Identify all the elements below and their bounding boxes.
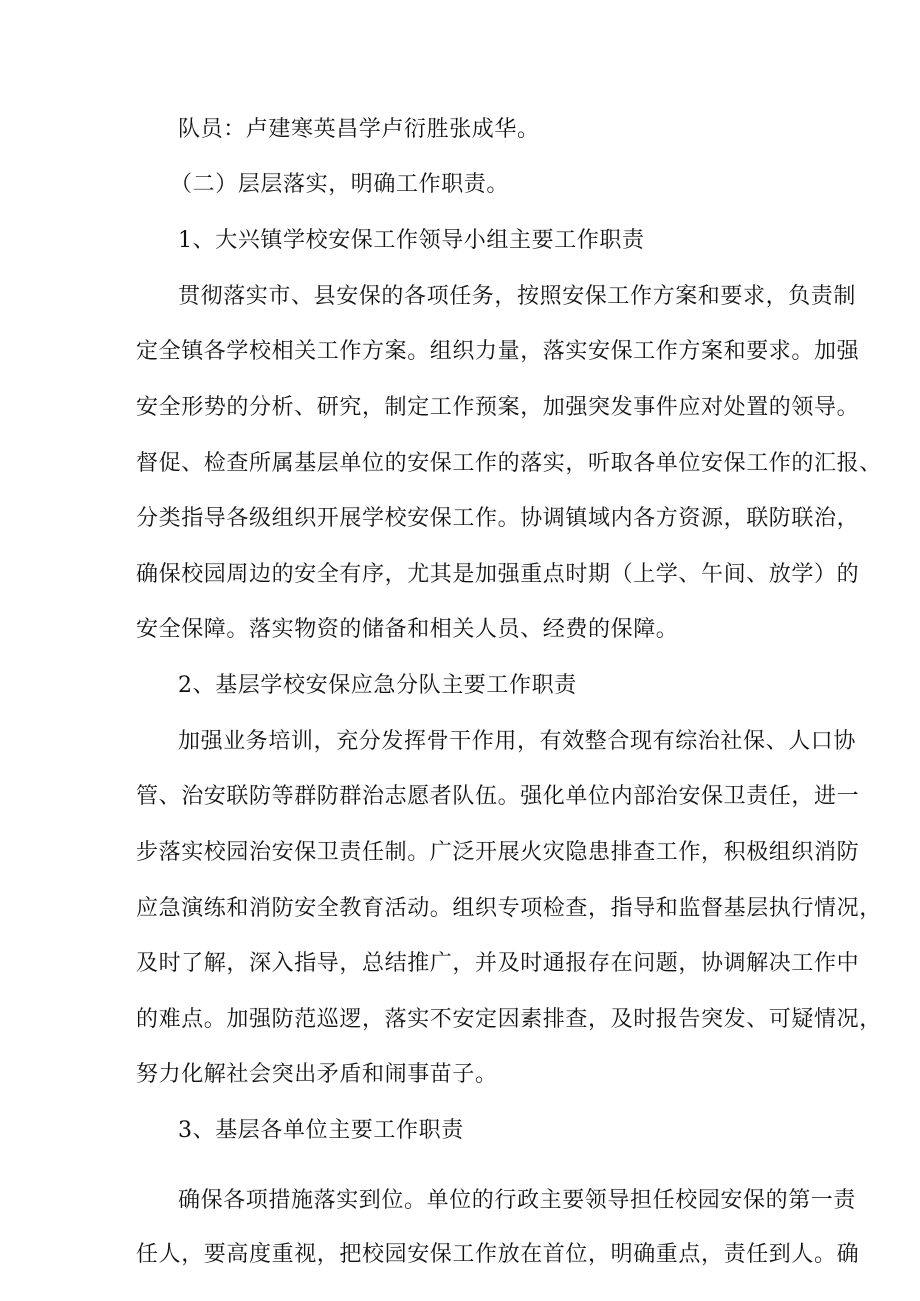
paragraph-2-line-6: 的难点。加强防范巡逻，落实不安定因素排查，及时报告突发、可疑情况，	[136, 1007, 882, 1032]
paragraph-1-line-2: 定全镇各学校相关工作方案。组织力量，落实安保工作方案和要求。加强	[136, 339, 860, 364]
paragraph-1-line-6: 确保校园周边的安全有序，尤其是加强重点时期（上学、午间、放学）的	[136, 562, 860, 587]
paragraph-2-line-3: 步落实校园治安保卫责任制。广泛开展火灾隐患排查工作，积极组织消防	[136, 840, 860, 865]
paragraph-2-line-2: 管、治安联防等群防群治志愿者队伍。强化单位内部治安保卫责任，进一	[136, 784, 860, 809]
subheading-1: 1、大兴镇学校安保工作领导小组主要工作职责	[178, 228, 645, 253]
paragraph-1-line-5: 分类指导各级组织开展学校安保工作。协调镇域内各方资源，联防联治，	[136, 506, 860, 531]
subheading-2: 2、基层学校安保应急分队主要工作职责	[178, 673, 577, 698]
paragraph-3-line-1: 确保各项措施落实到位。单位的行政主要领导担任校园安保的第一责	[178, 1188, 857, 1213]
paragraph-2-line-5: 及时了解，深入指导，总结推广，并及时通报存在问题，协调解决工作中	[136, 951, 860, 976]
paragraph-1-line-3: 安全形势的分析、研究，制定工作预案，加强突发事件应对处置的领导。	[136, 395, 860, 420]
subheading-3: 3、基层各单位主要工作职责	[178, 1118, 464, 1143]
team-members-line: 队员：卢建寒英昌学卢衍胜张成华。	[178, 117, 540, 142]
paragraph-3-line-2: 任人，要高度重视，把校园安保工作放在首位，明确重点，责任到人。确	[136, 1242, 860, 1267]
paragraph-1-line-1: 贯彻落实市、县安保的各项任务，按照安保工作方案和要求，负责制	[178, 284, 857, 309]
paragraph-2-line-4: 应急演练和消防安全教育活动。组织专项检查，指导和监督基层执行情况，	[136, 896, 882, 921]
paragraph-1-line-4: 督促、检查所属基层单位的安保工作的落实，听取各单位安保工作的汇报、	[136, 451, 882, 476]
paragraph-1-line-7: 安全保障。落实物资的储备和相关人员、经费的保障。	[136, 617, 679, 642]
paragraph-2-line-1: 加强业务培训，充分发挥骨干作用，有效整合现有综治社保、人口协	[178, 729, 857, 754]
paragraph-2-line-7: 努力化解社会突出矛盾和闹事苗子。	[136, 1062, 498, 1087]
section-heading-2: （二）层层落实，明确工作职责。	[170, 172, 510, 197]
